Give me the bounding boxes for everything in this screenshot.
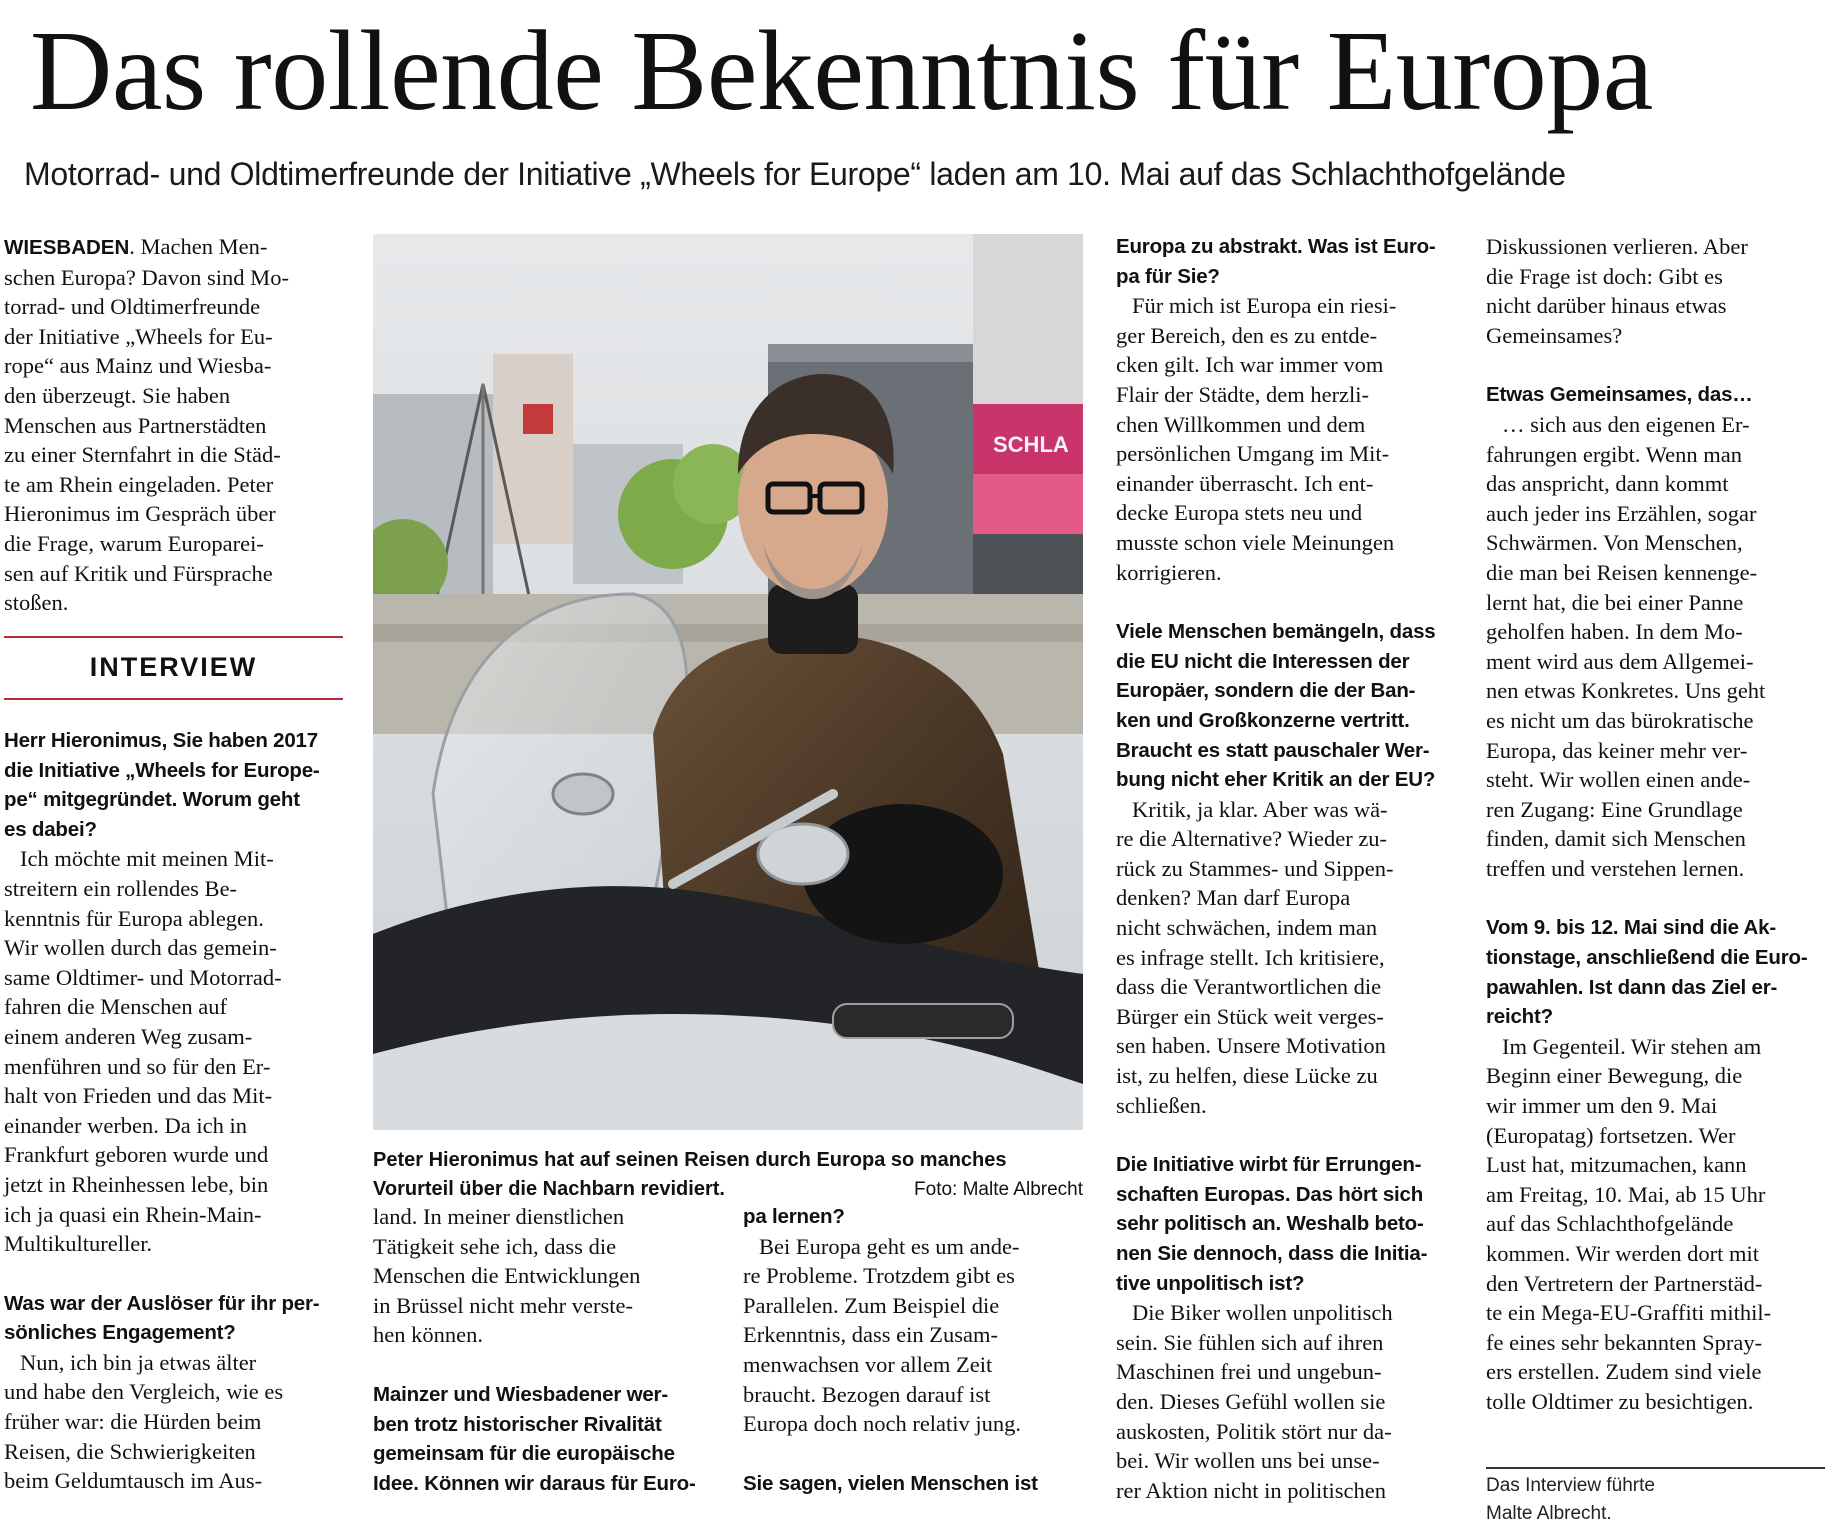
text-line: auskosten, Politik stört nur da-	[1116, 1418, 1392, 1444]
text-line: Braucht es statt pauschaler Wer-	[1116, 738, 1430, 762]
photo-illustration	[373, 234, 1083, 1130]
text-line: die Frage, warum Europarei-	[4, 530, 264, 556]
text-line: Menschen die Entwicklungen	[373, 1263, 641, 1289]
text-line: Nun, ich bin ja etwas älter	[20, 1349, 257, 1375]
text-line: den überzeugt. Sie haben	[4, 382, 231, 408]
text-line: decke Europa stets neu und	[1116, 500, 1363, 526]
text-line: einem anderen Weg zusam-	[4, 1023, 253, 1049]
text-line: Schwärmen. Von Menschen,	[1486, 530, 1743, 556]
article-photo	[373, 234, 1083, 1130]
column-4	[1486, 232, 1825, 1417]
text-line: in Brüssel nicht mehr verste-	[373, 1292, 633, 1318]
column-2a	[373, 1202, 713, 1498]
text-line: braucht. Bezogen darauf ist	[743, 1381, 991, 1407]
text-line: wir immer um den 9. Mai	[1486, 1093, 1718, 1119]
text-line: es infrage stellt. Ich kritisiere,	[1116, 944, 1385, 970]
question	[1116, 617, 1455, 795]
text-line: Beginn einer Bewegung, die	[1486, 1063, 1743, 1089]
column-3	[1116, 232, 1455, 1505]
question	[373, 1380, 713, 1498]
text-line: Vom 9. bis 12. Mai sind die Ak-	[1486, 916, 1776, 940]
text-line: Multikultureller.	[4, 1231, 153, 1257]
signature-rule	[1486, 1467, 1825, 1469]
text-line: nen etwas Konkretes. Uns geht	[1486, 678, 1766, 704]
text-line: Bürger ein Stück weit verges-	[1116, 1003, 1384, 1029]
text-line: sein. Sie fühlen sich auf ihren	[1116, 1329, 1384, 1355]
text-line: Die Initiative wirbt für Errungen-	[1116, 1153, 1422, 1177]
text-line: Menschen aus Partnerstädten	[4, 412, 267, 438]
text-line: Das Interview führte	[1486, 1475, 1655, 1496]
text-line: jetzt in Rheinhessen lebe, bin	[4, 1171, 269, 1197]
text-line: ben trotz historischer Rivalität	[373, 1412, 662, 1436]
text-line: Tätigkeit sehe ich, dass die	[373, 1233, 617, 1259]
text-line: treffen und verstehen lernen.	[1486, 855, 1745, 881]
interview-rule-top	[4, 636, 343, 638]
text-line: hen können.	[373, 1322, 483, 1348]
text-line: Frankfurt geboren wurde und	[4, 1142, 269, 1168]
text-line: ren Zugang: Eine Grundlage	[1486, 796, 1743, 822]
question	[1116, 1150, 1455, 1298]
text-line: kommen. Wir werden dort mit	[1486, 1241, 1759, 1266]
text-line: re Probleme. Trotzdem gibt es	[743, 1263, 1015, 1289]
text-line: schen Europa? Davon sind Mo-	[4, 264, 289, 290]
text-line: steht. Wir wollen einen ande-	[1486, 767, 1751, 793]
text-line: fe eines sehr bekannten Spray-	[1486, 1329, 1763, 1355]
text-line: zu einer Sternfahrt in die Städ-	[4, 442, 281, 468]
text-line: pe“ mitgegründet. Worum geht	[4, 788, 300, 812]
dateline: WIESBADEN	[4, 236, 130, 259]
text-line: Hieronimus im Gespräch über	[4, 501, 276, 527]
text-line: Maschinen frei und ungebun-	[1116, 1359, 1382, 1385]
text-line: ger Bereich, den es zu entde-	[1116, 322, 1378, 348]
text-line: Sie sagen, vielen Menschen ist	[743, 1471, 1038, 1495]
text-line: der Initiative „Wheels for Eu-	[4, 323, 273, 349]
answer	[4, 844, 343, 1258]
text-line: die Frage ist doch: Gibt es	[1486, 263, 1723, 289]
text-line: menführen und so für den Er-	[4, 1053, 271, 1079]
text-line: die man bei Reisen kennenge-	[1486, 559, 1758, 585]
text-line: schließen.	[1116, 1092, 1207, 1118]
text-line: sen haben. Unsere Motivation	[1116, 1033, 1386, 1059]
text-line: gemeinsam für die europäische	[373, 1442, 675, 1466]
text-line: Die Biker wollen unpolitisch	[1132, 1300, 1393, 1326]
text-line: pa lernen?	[743, 1205, 845, 1228]
text-line: korrigieren.	[1116, 559, 1222, 585]
text-line: te ein Mega-EU-Graffiti mithil-	[1486, 1300, 1772, 1326]
text-line: die EU nicht die Interessen der	[1116, 649, 1410, 673]
text-line: ment wird aus dem Allgemei-	[1486, 648, 1754, 674]
text-line: tionstage, anschließend die Euro-	[1486, 946, 1808, 970]
answer	[1116, 1298, 1455, 1505]
caption-text: Peter Hieronimus hat auf seinen Reisen durch Europa so manches Vorurteil über die Nachbarn revidiert.	[373, 1149, 1007, 1200]
question	[743, 1469, 1083, 1499]
text-line: sen auf Kritik und Fürsprache	[4, 560, 273, 586]
text-line: rer Aktion nicht in politischen	[1116, 1477, 1386, 1503]
building-sign: SCHLA	[993, 432, 1069, 457]
text-line: es nicht um das bürokratische	[1486, 707, 1754, 733]
column-1-interview	[4, 726, 343, 1496]
text-line: nen Sie dennoch, dass die Initia-	[1116, 1242, 1428, 1265]
text-line: Etwas Gemeinsames, das…	[1486, 383, 1753, 407]
question	[743, 1202, 1083, 1232]
text-line: cken gilt. Ich war immer vom	[1116, 352, 1384, 378]
question	[4, 1289, 343, 1348]
text-line: die Initiative „Wheels for Europe-	[4, 758, 320, 782]
text-line: schaften Europas. Das hört sich	[1116, 1182, 1424, 1206]
text-line: halt von Frieden und das Mit-	[4, 1083, 273, 1109]
text-line: streitern ein rollendes Be-	[4, 875, 238, 901]
text-line: Parallelen. Zum Beispiel die	[743, 1292, 1000, 1318]
text-line: geholfen haben. In dem Mo-	[1486, 619, 1743, 645]
text-line: pawahlen. Ist dann das Ziel er-	[1486, 975, 1778, 999]
answer	[4, 1348, 343, 1496]
text-line: Kritik, ja klar. Aber was wä-	[1132, 796, 1388, 822]
text-line: Bei Europa geht es um ande-	[759, 1233, 1020, 1259]
photo-caption	[373, 1146, 1083, 1204]
lead-paragraph	[4, 232, 343, 618]
column-1	[4, 232, 343, 618]
text-line: Reisen, die Schwierigkeiten	[4, 1438, 256, 1464]
text-line: reicht?	[1486, 1005, 1553, 1029]
text-line: finden, damit sich Menschen	[1486, 826, 1746, 852]
text-line: sehr politisch an. Weshalb beto-	[1116, 1212, 1424, 1236]
text-line: bei. Wir wollen uns bei unse-	[1116, 1448, 1380, 1474]
answer	[373, 1202, 713, 1350]
text-line: einander werben. Da ich in	[4, 1112, 248, 1138]
text-line: den. Dieses Gefühl wollen sie	[1116, 1388, 1386, 1414]
text-line: musste schon viele Meinungen	[1116, 529, 1395, 555]
text-line: ers erstellen. Zudem sind viele	[1486, 1359, 1762, 1385]
text-line: Erkenntnis, dass ein Zusam-	[743, 1322, 998, 1348]
text-line: rück zu Stammes- und Sippen-	[1116, 855, 1394, 881]
interview-rule-bottom	[4, 698, 343, 700]
text-line: Viele Menschen bemängeln, dass	[1116, 620, 1436, 644]
text-line: dass die Verantwortlichen die	[1116, 974, 1382, 1000]
headline: Das rollende Bekenntnis für Europa	[30, 7, 1653, 134]
text-line: menwachsen vor allem Zeit	[743, 1351, 993, 1377]
interview-label: INTERVIEW	[89, 652, 258, 682]
text-line: persönlichen Umgang im Mit-	[1116, 441, 1390, 467]
column-2b	[743, 1202, 1083, 1498]
signature	[1486, 1472, 1825, 1528]
question	[1116, 232, 1455, 291]
text-line: den Vertretern der Partnerstäd-	[1486, 1270, 1763, 1296]
answer	[743, 1232, 1083, 1439]
answer	[1486, 410, 1825, 884]
answer	[1116, 291, 1455, 587]
text-line: stoßen.	[4, 590, 69, 616]
text-line: ich ja quasi ein Rhein-Main-	[4, 1201, 262, 1227]
text-line: re die Alternative? Wieder zu-	[1116, 826, 1388, 852]
text-line: … sich aus den eigenen Er-	[1502, 411, 1750, 437]
text-line: und habe den Vergleich, wie es	[4, 1379, 284, 1405]
question	[1486, 913, 1825, 1031]
text-line: lernt hat, die bei einer Panne	[1486, 589, 1744, 615]
text-line: (Europatag) fortsetzen. Wer	[1486, 1122, 1736, 1148]
text-line: same Oldtimer- und Motorrad-	[4, 964, 282, 990]
text-line: Flair der Städte, dem herzli-	[1116, 381, 1370, 407]
answer	[1486, 1032, 1825, 1417]
text-line: Europa doch noch relativ jung.	[743, 1411, 1022, 1437]
photo-credit: Foto: Malte Albrecht	[914, 1179, 1083, 1200]
text-line: Für mich ist Europa ein riesi-	[1132, 293, 1397, 319]
text-line: fahren die Menschen auf	[4, 994, 228, 1020]
subheadline: Motorrad- und Oldtimerfreunde der Initiative „Wheels for Europe“ laden am 10. Mai auf das Schlachthofgelände	[24, 156, 1566, 192]
answer	[1486, 232, 1825, 350]
text-line: es dabei?	[4, 817, 97, 841]
text-line: Diskussionen verlieren. Aber	[1486, 234, 1748, 259]
text-line: tolle Oldtimer zu besichtigen.	[1486, 1388, 1754, 1414]
text-line: das anspricht, dann kommt	[1486, 471, 1729, 497]
text-line: Herr Hieronimus, Sie haben 2017	[4, 729, 318, 752]
text-line: Europa, das keiner mehr ver-	[1486, 737, 1748, 763]
text-line: beim Geldumtausch im Aus-	[4, 1468, 263, 1494]
text-line: torrad- und Oldtimerfreunde	[4, 294, 261, 320]
text-line: pa für Sie?	[1116, 264, 1220, 288]
text-line: bung nicht eher Kritik an der EU?	[1116, 768, 1436, 792]
text-line: nicht schwächen, indem man	[1116, 915, 1378, 941]
text-line: denken? Man darf Europa	[1116, 885, 1351, 911]
text-line: früher war: die Hürden beim	[4, 1409, 262, 1435]
text-line: Mainzer und Wiesbadener wer-	[373, 1382, 668, 1406]
text-line: Im Gegenteil. Wir stehen am	[1502, 1033, 1762, 1059]
text-line: kenntnis für Europa ablegen.	[4, 905, 264, 931]
text-line: fahrungen ergibt. Wenn man	[1486, 441, 1743, 467]
question	[4, 726, 343, 844]
text-line: einander überrascht. Ich ent-	[1116, 470, 1374, 496]
text-line: am Freitag, 10. Mai, ab 15 Uhr	[1486, 1181, 1766, 1207]
text-line: ist, zu helfen, diese Lücke zu	[1116, 1063, 1378, 1089]
text-line: land. In meiner dienstlichen	[373, 1204, 625, 1229]
text-line: Gemeinsames?	[1486, 322, 1623, 348]
lead-text	[4, 234, 289, 615]
text-line: auch jeder ins Erzählen, sogar	[1486, 500, 1757, 526]
text-line: rope“ aus Mainz und Wiesba-	[4, 353, 272, 379]
text-line: auf das Schlachthofgelände	[1486, 1211, 1734, 1237]
text-line: Europäer, sondern die der Ban-	[1116, 679, 1416, 703]
text-line: Lust hat, mitzumachen, kann	[1486, 1152, 1747, 1178]
text-line: Ich möchte mit meinen Mit-	[20, 846, 274, 872]
text-line: ken und Großkonzerne vertritt.	[1116, 708, 1410, 732]
text-line: sönliches Engagement?	[4, 1321, 236, 1345]
text-line: nicht darüber hinaus etwas	[1486, 293, 1727, 319]
text-line: chen Willkommen und dem	[1116, 411, 1366, 437]
text-line: Was war der Auslöser für ihr per-	[4, 1291, 320, 1315]
text-line: Malte Albrecht.	[1486, 1503, 1612, 1524]
question	[1486, 380, 1825, 410]
text-line: Wir wollen durch das gemein-	[4, 935, 277, 961]
answer	[1116, 795, 1455, 1121]
text-line: Idee. Können wir daraus für Euro-	[373, 1471, 696, 1495]
text-line: Europa zu abstrakt. Was ist Euro-	[1116, 235, 1436, 258]
text-line: te am Rhein eingeladen. Peter	[4, 471, 274, 497]
text-line: . Machen Men-	[129, 234, 268, 259]
text-line: tive unpolitisch ist?	[1116, 1271, 1305, 1295]
